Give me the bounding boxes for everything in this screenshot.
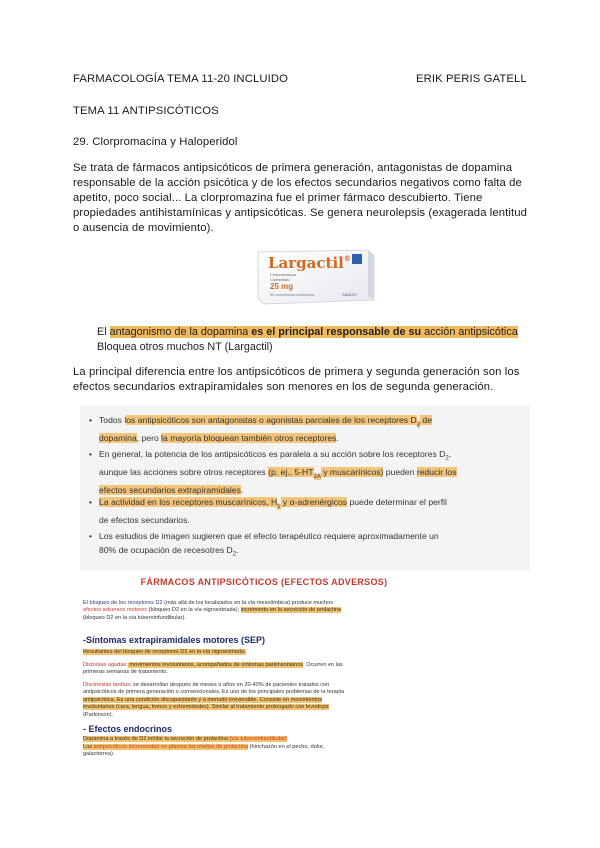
adverse-p1: El bloqueo de los receptores D2 (más allá de los localizados en la vía mesolímbica) produce muchos efectos adversos motores (bloqueo D2 en la vía nigroestriada); incremento en la secreción de prolactina (bloqueo D2 en la vía tuberoinfundibular). (83, 600, 342, 621)
doc-header-left: FARMACOLOGÍA TEMA 11-20 INCLUIDO (73, 73, 288, 85)
doc-header-right: ERIK PERIS GATELL (416, 73, 527, 85)
slide-bullet-2: • En general, la potencia de los antipsicóticos es paralela a su acción sobre los receptores $D_2$, aunque las acciones sobre otros receptores (p. ej., $5-HT_{2A}$ y muscarínicos) pueden reducir los efectos secundarios extrapiramidales. (89, 449, 457, 496)
box-brand: Largactil® (268, 254, 351, 272)
adverse-p2: Resultantes del bloqueo de receptores D2 en la vía nigroestriada. (83, 649, 246, 655)
adverse-heading-sep: -Síntomas extrapiramidales motores (SEP) (83, 635, 266, 645)
quote-line-2: Bloquea otros muchos NT (Largactil) (97, 341, 273, 353)
largactil-box-image (250, 246, 378, 308)
intro-paragraph: Se trata de fármacos antipsicóticos de primera generación, antagonistas de dopamina responsable de la acción psicótica y de los efectos secundarios negativos como falta de apetito, poco social... La clorpromazina fue el primer fármaco descubierto. Tiene propiedades antihistamínicas y antipsicóticas. Se genera neurolepsis (exagerada lentitud o ausencia de movimiento). (73, 162, 528, 234)
quote-line-1: El antagonismo de la dopamina es el principal responsable de su acción antipsicótica (97, 326, 518, 338)
slide-bullet-4: • Los estudios de imagen sugieren que el efecto terapéutico requiere aproximadamente un 80% de ocupación de recesotres $D_2$. (89, 531, 439, 558)
box-generic-2: Clorhidrato (270, 277, 290, 282)
slide-bullet-3: • La actividad en los receptores muscarínicos, $H_1$ y α-adrenérgicos puede determinar el perfil de efectos secundarios. (89, 497, 447, 526)
box-maker: SANOFI (342, 292, 357, 297)
box-dose: 25 mg (270, 282, 294, 291)
box-pack-line: 50 comprimidos recubiertos (270, 293, 315, 297)
topic-title: TEMA 11 ANTIPSICÓTICOS (73, 105, 219, 117)
receptor-slide (80, 406, 530, 570)
adverse-p3: Distonías agudas: movimientos involuntarios, acompañados de síntomas parkinsonianos. Ocurren en las primeras semanas de tratamiento. (83, 662, 343, 676)
adverse-p6: Los antipsicóticos incrementan en plasma los niveles de prolactina (hinchazón en el pecho, dolor, galactorrea). (83, 744, 325, 758)
slide-bullet-1: • Todos los antipsicóticos son antagonistas o agonistas parciales de los receptores $D_2$ de dopamina, pero la mayoría bloquean también otros receptores. (89, 415, 432, 444)
adverse-heading-endo: - Efectos endocrinos (83, 724, 173, 734)
adverse-p4: Discinesias tardías: se desarrollan después de meses o años en 20-40% de pacientes tratados con antipsicóticos de primera generación o convencionales. Es uno de los principales problemas de la terapia antipsicótica. Es una condición discapacitante y a menudo irreversible. Consiste en movimientos involuntarios (cara, lengua, tronco y extremidades). Similar al tratamiento prolongado con levodopa (Parkinson). (83, 682, 345, 718)
box-generic-1: Clorpromacina (270, 272, 297, 277)
section-title: 29. Clorpromacina y Haloperidol (73, 136, 238, 148)
adverse-p5: Dopamina a través de D2 inhibe la secreción de prolactina (vía tuberoinfundibular) (83, 736, 287, 742)
adverse-effects-notes (80, 574, 448, 758)
adverse-title: FÁRMACOS ANTIPSICÓTICOS (EFECTOS ADVERSOS) (140, 577, 388, 587)
comparison-paragraph: La principal diferencia entre los antipsicóticos de primera y segunda generación son los efectos secundarios extrapiramidales son menores en los de segunda generación. (73, 366, 520, 393)
